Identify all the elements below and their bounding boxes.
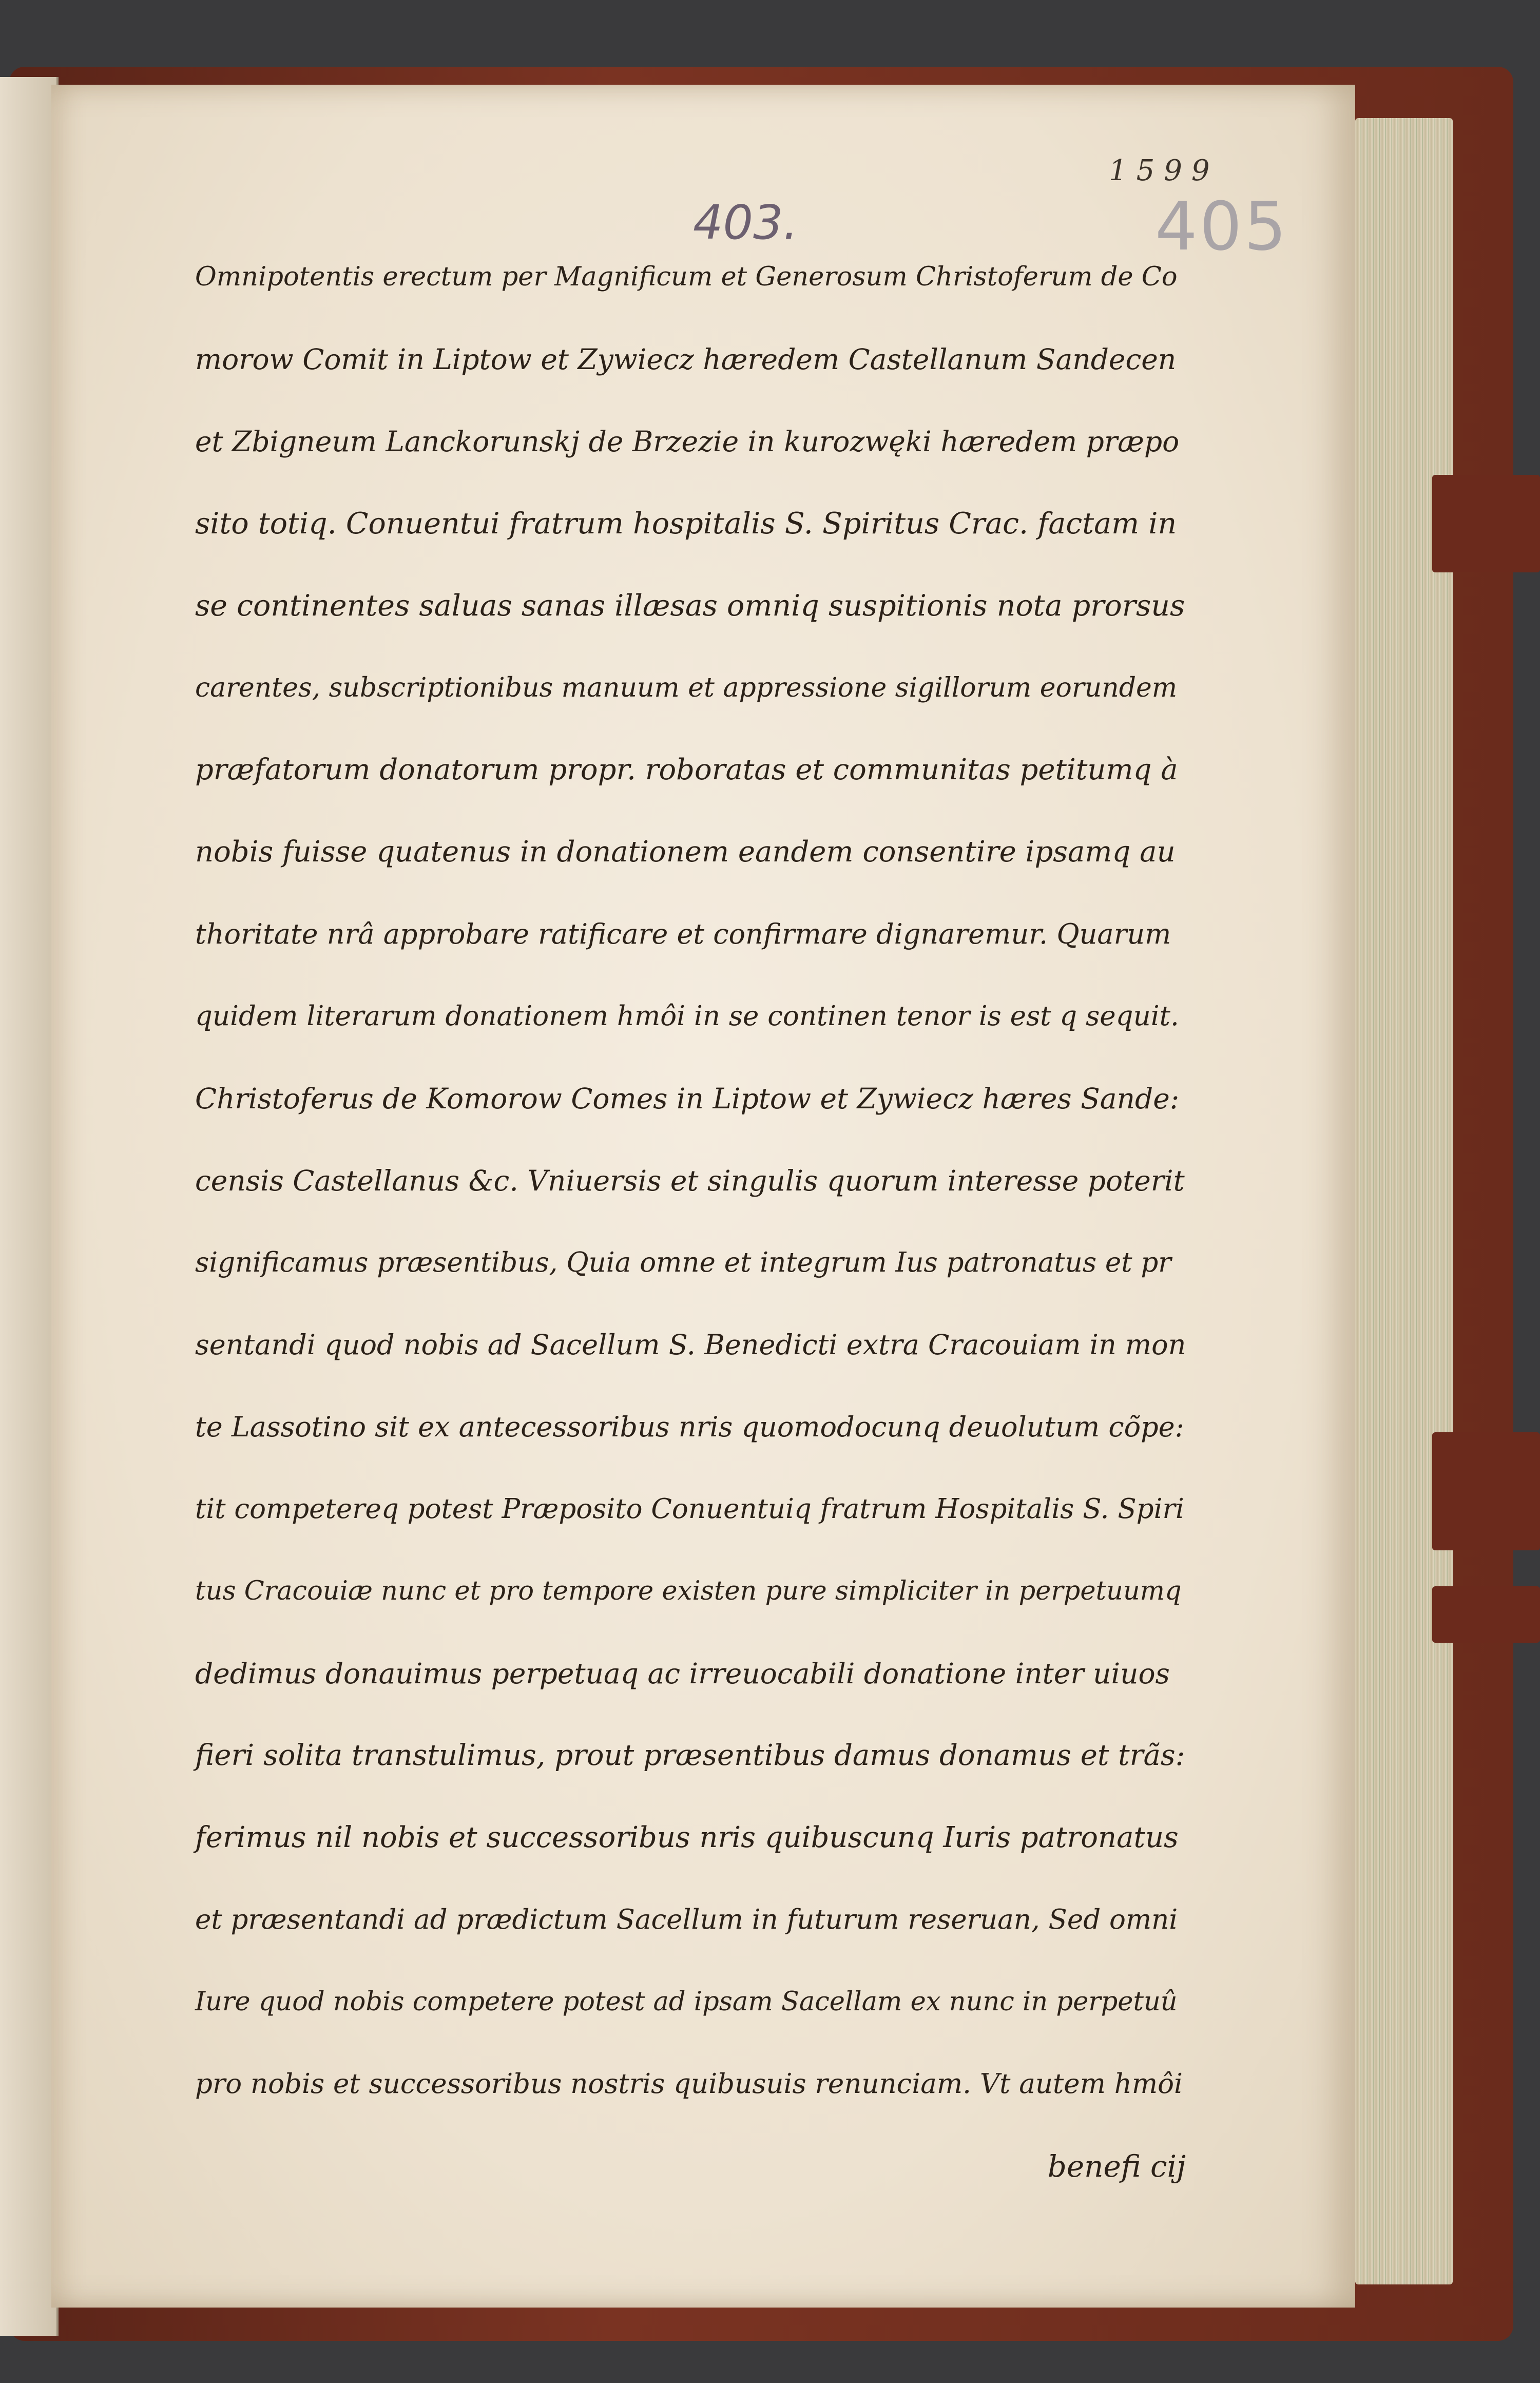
text-line: te Lassotino sit ex antecessoribus nris quomodocunq deuolutum cõpe: [195,1411,1184,1443]
text-line: significamus præsentibus, Quia omne et integrum Ius patronatus et pr [195,1247,1171,1278]
text-line: fieri solita transtulimus, prout præsentibus damus donamus et trãs: [195,1739,1185,1772]
page-number: 403. [693,195,798,250]
text-line: Iure quod nobis competere potest ad ipsam Sacellam ex nunc in perpetuû [195,1987,1178,2017]
catchword: benefi cij [1047,2149,1186,2184]
text-line: et Zbigneum Lanckorunskj de Brzezie in kurozwęki hæredem præpo [195,425,1180,458]
text-line: sentandi quod nobis ad Sacellum S. Benedicti extra Cracouiam in mon [195,1329,1186,1361]
text-line: Omnipotentis erectum per Magnificum et Generosum Christoferum de Co [195,262,1178,292]
text-line: tit competereq potest Præposito Conuentuiq fratrum Hospitalis S. Spiri [195,1493,1184,1525]
text-line: pro nobis et successoribus nostris quibusuis renunciam. Vt autem hmôi [195,2068,1183,2100]
text-line: se continentes saluas sanas illæsas omniq suspitionis nota prorsus [195,589,1185,623]
text-line: thoritate nrâ approbare ratificare et confirmare dignaremur. Quarum [195,918,1171,950]
stamped-folio-number: 405 [1155,187,1289,265]
text-line: ferimus nil nobis et successoribus nris quibuscunq Iuris patronatus [195,1821,1179,1854]
text-line: Christoferus de Komorow Comes in Liptow et Zywiecz hæres Sande: [195,1082,1180,1115]
leather-tab [1432,475,1540,572]
text-line: et præsentandi ad prædictum Sacellum in futurum reseruan, Sed omni [195,1904,1178,1935]
text-line: tus Cracouiæ nunc et pro tempore existen pure simpliciter in perpetuumq [195,1576,1182,1606]
leather-tab [1432,1432,1540,1550]
text-line: dedimus donauimus perpetuaq ac irreuocabili donatione inter uiuos [195,1657,1170,1690]
text-line: morow Comit in Liptow et Zywiecz hæredem Castellanum Sandecen [195,343,1177,376]
text-line: præfatorum donatorum propr. roboratas et communitas petitumq à [195,753,1178,786]
left-page-edge [0,77,59,2336]
text-line: quidem literarum donationem hmôi in se continen tenor is est q sequit. [195,1001,1179,1032]
text-line: sito totiq. Conuentui fratrum hospitalis S. Spiritus Crac. factam in [195,507,1177,541]
page-fore-edge [1355,118,1453,2284]
leather-tab [1432,1586,1540,1643]
text-line: carentes, subscriptionibus manuum et appressione sigillorum eorundem [195,672,1178,703]
text-line: nobis fuisse quatenus in donationem eandem consentire ipsamq au [195,835,1176,869]
text-line: censis Castellanus &c. Vniuersis et singulis quorum interesse poterit [195,1164,1185,1197]
ink-folio-number: 1599 [1109,154,1219,187]
